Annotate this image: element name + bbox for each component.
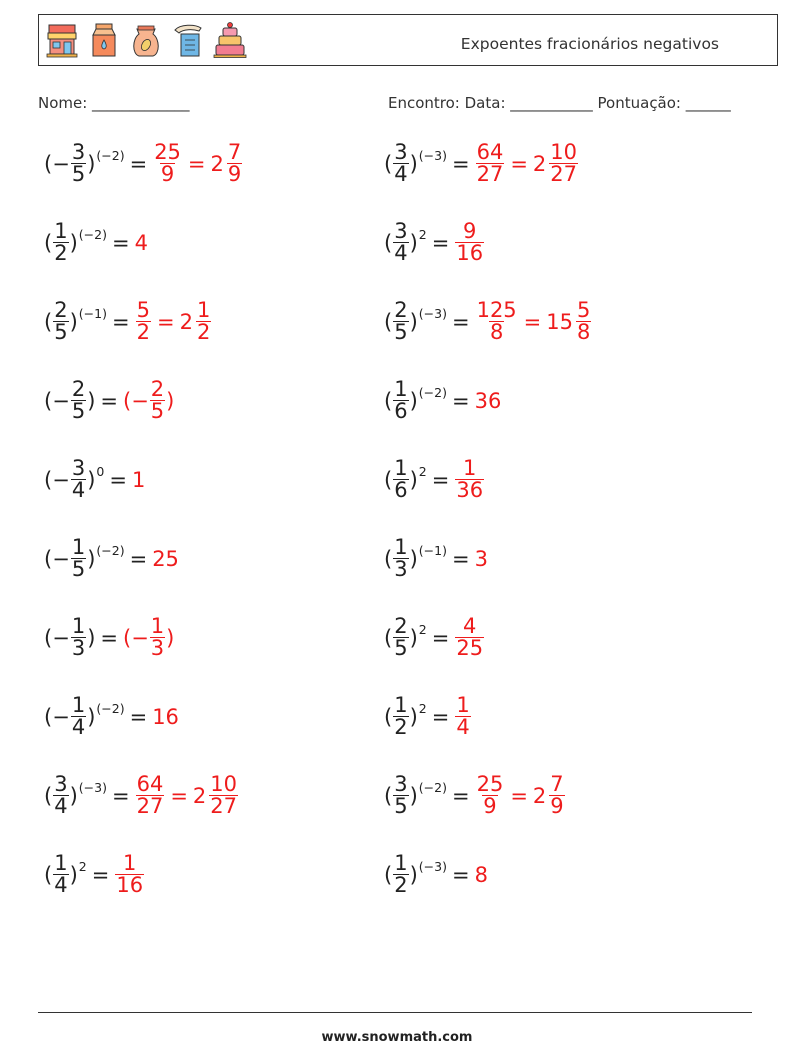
answer: [475, 774, 566, 818]
answer-fraction-numerator: 1: [463, 456, 477, 480]
equals-sign: =: [100, 625, 118, 650]
mixed-fraction-denominator: 27: [550, 162, 578, 187]
base-fraction-numerator: 2: [54, 298, 68, 322]
close-paren: ): [87, 388, 96, 413]
footer-url: www.snowmath.com: [321, 1030, 473, 1045]
base-fraction: [393, 458, 408, 502]
flour-bag-icon: [129, 21, 163, 59]
answer-fraction-numerator: 5: [136, 298, 150, 322]
answer-equals: =: [156, 309, 175, 334]
mixed-fraction-denominator: 8: [577, 320, 591, 345]
base-fraction-denominator: 5: [394, 794, 408, 819]
base-fraction-denominator: 6: [394, 478, 408, 503]
base-fraction: [393, 379, 408, 423]
exponent: 2: [418, 464, 427, 479]
equals-sign: =: [451, 546, 470, 571]
open-paren: (: [44, 704, 53, 729]
answer-fraction-numerator: 25: [154, 140, 181, 164]
base-fraction: [71, 142, 86, 186]
base-fraction: [393, 142, 408, 186]
close-paren: ): [69, 230, 78, 255]
answer: [135, 231, 148, 255]
answer-value: 36: [474, 388, 502, 413]
problem-item: [384, 458, 485, 502]
mixed-whole: 2: [210, 151, 224, 176]
milk-carton-icon: [87, 21, 121, 59]
problem-item: [384, 774, 566, 818]
problem-item: [44, 853, 145, 897]
open-paren: (: [384, 546, 393, 571]
exponent: (−3): [78, 780, 107, 795]
close-paren: ): [409, 862, 418, 887]
answer-fraction-numerator: 9: [463, 219, 477, 243]
answer-fraction-numerator: 64: [476, 140, 504, 164]
answer: [475, 142, 579, 186]
close-paren: ): [69, 783, 78, 808]
base-fraction-numerator: 3: [71, 456, 86, 480]
base-sign: −: [52, 546, 70, 571]
answer-fraction-denominator: 2: [136, 320, 150, 345]
problem-item: [384, 142, 579, 186]
answer: [123, 379, 174, 423]
base-fraction: [53, 853, 68, 897]
equals-sign: =: [451, 783, 470, 808]
answer-fraction-denominator: 9: [160, 162, 175, 187]
open-paren: (: [44, 862, 53, 887]
answer-fraction: [136, 774, 165, 818]
mixed-fraction-denominator: 9: [550, 794, 564, 819]
answer-open: (−: [123, 625, 149, 650]
mixed-fraction: [549, 142, 578, 186]
answer-fraction-numerator: 2: [150, 377, 165, 401]
shop-icon: [45, 21, 79, 59]
mixed-fraction-denominator: 2: [196, 320, 211, 345]
close-paren: ): [87, 151, 96, 176]
exponent: 2: [418, 227, 427, 242]
open-paren: (: [384, 230, 393, 255]
close-paren: ): [409, 704, 418, 729]
base-fraction-denominator: 5: [394, 320, 408, 345]
problem-item: [44, 458, 145, 502]
base-fraction-denominator: 3: [394, 557, 408, 582]
problem-item: [384, 616, 485, 660]
answer-fraction: [136, 300, 151, 344]
exponent: (−3): [418, 148, 447, 163]
answer-value: 16: [152, 704, 179, 729]
answer-fraction-denominator: 9: [483, 794, 497, 819]
close-paren: ): [409, 467, 418, 492]
answer-value: 25: [152, 546, 179, 571]
answer: [475, 300, 593, 344]
problem-item: [44, 774, 239, 818]
base-fraction-denominator: 6: [394, 399, 408, 424]
base-fraction-numerator: 3: [71, 140, 86, 164]
mixed-whole: 2: [192, 783, 207, 808]
equals-sign: =: [431, 467, 450, 492]
answer-fraction: [150, 616, 165, 660]
base-fraction-denominator: 4: [394, 162, 408, 187]
base-fraction-numerator: 1: [394, 851, 408, 875]
open-paren: (: [44, 783, 53, 808]
base-fraction-denominator: 5: [71, 557, 86, 582]
base-fraction-denominator: 2: [394, 715, 408, 740]
base-fraction: [53, 774, 68, 818]
base-fraction-denominator: 4: [71, 715, 86, 740]
answer-fraction: [476, 142, 505, 186]
answer-fraction: [476, 774, 505, 818]
base-fraction-numerator: 3: [394, 219, 408, 243]
close-paren: ): [87, 704, 96, 729]
exponent: 2: [78, 859, 87, 874]
mixed-fraction-denominator: 27: [210, 794, 238, 819]
exponent: 2: [418, 622, 427, 637]
problem-item: [384, 221, 485, 265]
open-paren: (: [384, 862, 393, 887]
base-fraction: [71, 695, 86, 739]
answer: [475, 863, 488, 887]
base-fraction: [393, 300, 408, 344]
exponent: 0: [96, 464, 105, 479]
close-paren: ): [69, 862, 78, 887]
mixed-fraction: [576, 300, 591, 344]
problem-item: [44, 695, 179, 739]
answer: [152, 705, 179, 729]
close-paren: ): [409, 230, 418, 255]
open-paren: (: [44, 230, 53, 255]
footer-divider: [38, 1012, 752, 1013]
base-sign: −: [52, 467, 70, 492]
base-fraction-denominator: 4: [71, 478, 86, 503]
base-fraction-denominator: 4: [54, 873, 68, 898]
answer-fraction: [476, 300, 518, 344]
answer-fraction: [455, 458, 484, 502]
name-field-label: Nome: _____________: [38, 94, 190, 112]
base-fraction: [53, 300, 68, 344]
close-paren: ): [409, 388, 418, 413]
answer-fraction-numerator: 25: [476, 772, 504, 796]
problem-item: [44, 379, 174, 423]
header-box: [38, 14, 778, 66]
base-fraction: [71, 537, 86, 581]
open-paren: (: [384, 467, 393, 492]
answer-value: 3: [474, 546, 488, 571]
exponent: (−3): [418, 306, 447, 321]
base-fraction: [71, 616, 86, 660]
base-sign: −: [52, 151, 70, 176]
answer: [135, 300, 213, 344]
equals-sign: =: [129, 546, 148, 571]
answer-fraction-denominator: 27: [136, 794, 164, 819]
base-fraction-denominator: 2: [394, 873, 408, 898]
answer-equals: =: [170, 783, 188, 808]
base-fraction-numerator: 3: [54, 772, 68, 796]
answer-fraction-denominator: 36: [456, 478, 484, 503]
open-paren: (: [384, 704, 393, 729]
answer-value: 1: [131, 467, 146, 492]
equals-sign: =: [129, 151, 148, 176]
answer: [454, 221, 485, 265]
exponent: 2: [418, 701, 427, 716]
exponent: (−2): [418, 385, 447, 400]
base-fraction-numerator: 1: [54, 219, 68, 243]
answer-fraction-denominator: 25: [456, 636, 484, 661]
open-paren: (: [44, 467, 53, 492]
answer-fraction-numerator: 1: [150, 614, 165, 638]
exponent: (−1): [418, 543, 447, 558]
equals-sign: =: [111, 230, 130, 255]
answer: [132, 468, 145, 492]
open-paren: (: [384, 783, 393, 808]
answer-close: ): [166, 388, 175, 413]
problem-item: [384, 853, 488, 897]
mixed-whole: 15: [546, 309, 574, 334]
answer-fraction-numerator: 4: [463, 614, 477, 638]
base-fraction-numerator: 1: [71, 535, 86, 559]
answer-fraction-denominator: 3: [150, 636, 165, 661]
answer-fraction: [455, 695, 470, 739]
answer-open: (−: [123, 388, 149, 413]
answer-fraction-denominator: 8: [489, 320, 504, 345]
close-paren: ): [69, 309, 78, 334]
base-fraction: [393, 616, 408, 660]
answer-fraction: [455, 221, 484, 265]
equals-sign: =: [129, 704, 148, 729]
problem-item: [384, 695, 472, 739]
base-fraction-numerator: 3: [394, 772, 408, 796]
answer-fraction-denominator: 4: [456, 715, 470, 740]
base-fraction: [393, 853, 408, 897]
problem-item: [44, 616, 174, 660]
base-fraction: [71, 379, 86, 423]
answer-equals: =: [510, 783, 528, 808]
equals-sign: =: [451, 151, 470, 176]
base-fraction-numerator: 1: [394, 535, 408, 559]
equals-sign: =: [451, 388, 470, 413]
exponent: (−2): [96, 701, 125, 716]
problem-item: [44, 300, 212, 344]
base-fraction: [393, 695, 408, 739]
open-paren: (: [44, 309, 53, 334]
equals-sign: =: [451, 309, 470, 334]
mixed-fraction: [549, 774, 564, 818]
cake-icon: [213, 21, 247, 59]
answer-equals: =: [523, 309, 542, 334]
answer-fraction-denominator: 27: [476, 162, 504, 187]
base-fraction: [393, 774, 408, 818]
base-sign: −: [52, 388, 70, 413]
equals-sign: =: [91, 862, 110, 887]
answer: [454, 616, 485, 660]
open-paren: (: [384, 388, 393, 413]
equals-sign: =: [111, 309, 130, 334]
base-fraction-denominator: 5: [71, 399, 86, 424]
mixed-whole: 2: [532, 783, 547, 808]
open-paren: (: [384, 309, 393, 334]
mixed-whole: 2: [532, 151, 547, 176]
close-paren: ): [409, 309, 418, 334]
answer-equals: =: [187, 151, 206, 176]
base-fraction-denominator: 4: [54, 794, 68, 819]
base-fraction-numerator: 2: [71, 377, 86, 401]
open-paren: (: [44, 388, 53, 413]
answer-fraction-numerator: 1: [456, 693, 470, 717]
mixed-fraction-numerator: 7: [550, 772, 564, 796]
problem-item: [384, 379, 501, 423]
measuring-cup-icon: [171, 21, 205, 59]
answer: [475, 547, 488, 571]
mixed-fraction-numerator: 5: [577, 298, 591, 322]
base-sign: −: [52, 704, 70, 729]
answer: [152, 142, 243, 186]
exponent: (−2): [96, 148, 125, 163]
problem-item: [44, 537, 179, 581]
mixed-fraction-numerator: 1: [196, 298, 211, 322]
answer: [123, 616, 174, 660]
close-paren: ): [409, 625, 418, 650]
date-score-label: Encontro: Data: ___________ Pontuação: ______: [388, 94, 731, 112]
answer-fraction-numerator: 1: [123, 851, 137, 875]
base-fraction-denominator: 3: [71, 636, 86, 661]
base-fraction-numerator: 1: [394, 693, 408, 717]
answer: [454, 695, 471, 739]
close-paren: ): [87, 546, 96, 571]
open-paren: (: [384, 625, 393, 650]
open-paren: (: [44, 546, 53, 571]
mixed-fraction: [196, 300, 211, 344]
open-paren: (: [44, 625, 53, 650]
open-paren: (: [44, 151, 53, 176]
open-paren: (: [384, 151, 393, 176]
answer-equals: =: [510, 151, 528, 176]
answer-fraction: [150, 379, 165, 423]
mixed-fraction: [227, 142, 242, 186]
answer-fraction: [153, 142, 182, 186]
close-paren: ): [87, 467, 96, 492]
base-fraction-denominator: 5: [54, 320, 68, 345]
base-fraction-numerator: 1: [71, 614, 86, 638]
answer-fraction-denominator: 5: [150, 399, 165, 424]
base-fraction-denominator: 5: [394, 636, 408, 661]
answer: [475, 389, 502, 413]
base-fraction: [393, 221, 408, 265]
answer-fraction: [455, 616, 484, 660]
answer-fraction: [115, 853, 144, 897]
base-fraction-numerator: 2: [394, 614, 408, 638]
mixed-fraction-numerator: 10: [550, 140, 578, 164]
answer-fraction-numerator: 64: [136, 772, 164, 796]
equals-sign: =: [431, 704, 450, 729]
equals-sign: =: [451, 862, 470, 887]
base-sign: −: [52, 625, 70, 650]
equals-sign: =: [109, 467, 127, 492]
close-paren: ): [409, 546, 418, 571]
answer-fraction-numerator: 125: [476, 298, 517, 322]
exponent: (−2): [78, 227, 107, 242]
answer: [152, 547, 179, 571]
close-paren: ): [409, 783, 418, 808]
equals-sign: =: [431, 625, 450, 650]
exponent: (−2): [96, 543, 125, 558]
header-icons: [45, 21, 247, 59]
base-fraction-numerator: 2: [394, 298, 408, 322]
equals-sign: =: [111, 783, 130, 808]
base-fraction-numerator: 1: [394, 377, 408, 401]
base-fraction-denominator: 5: [71, 162, 86, 187]
base-fraction: [71, 458, 86, 502]
mixed-whole: 2: [179, 309, 193, 334]
answer-fraction-denominator: 16: [456, 241, 484, 266]
close-paren: ): [409, 151, 418, 176]
mixed-fraction: [209, 774, 238, 818]
mixed-fraction-numerator: 10: [210, 772, 238, 796]
base-fraction: [53, 221, 68, 265]
problem-item: [384, 537, 488, 581]
base-fraction-numerator: 3: [394, 140, 408, 164]
answer: [135, 774, 239, 818]
equals-sign: =: [100, 388, 118, 413]
equals-sign: =: [431, 230, 450, 255]
exponent: (−3): [418, 859, 447, 874]
close-paren: ): [87, 625, 96, 650]
base-fraction: [393, 537, 408, 581]
mixed-fraction-numerator: 7: [227, 140, 242, 164]
answer-value: 4: [134, 230, 148, 255]
worksheet-title: Expoentes fracionários negativos: [460, 35, 719, 53]
problem-item: [44, 142, 243, 186]
problem-item: [384, 300, 592, 344]
mixed-fraction-denominator: 9: [227, 162, 242, 187]
answer-close: ): [166, 625, 175, 650]
base-fraction-denominator: 2: [54, 241, 68, 266]
exponent: (−2): [418, 780, 447, 795]
answer-value: 8: [474, 862, 488, 887]
exponent: (−1): [78, 306, 107, 321]
base-fraction-numerator: 1: [71, 693, 86, 717]
answer-fraction-denominator: 16: [116, 873, 144, 898]
answer: [114, 853, 145, 897]
base-fraction-denominator: 4: [394, 241, 408, 266]
problem-item: [44, 221, 148, 265]
base-fraction-numerator: 1: [54, 851, 68, 875]
base-fraction-numerator: 1: [394, 456, 408, 480]
answer: [454, 458, 485, 502]
